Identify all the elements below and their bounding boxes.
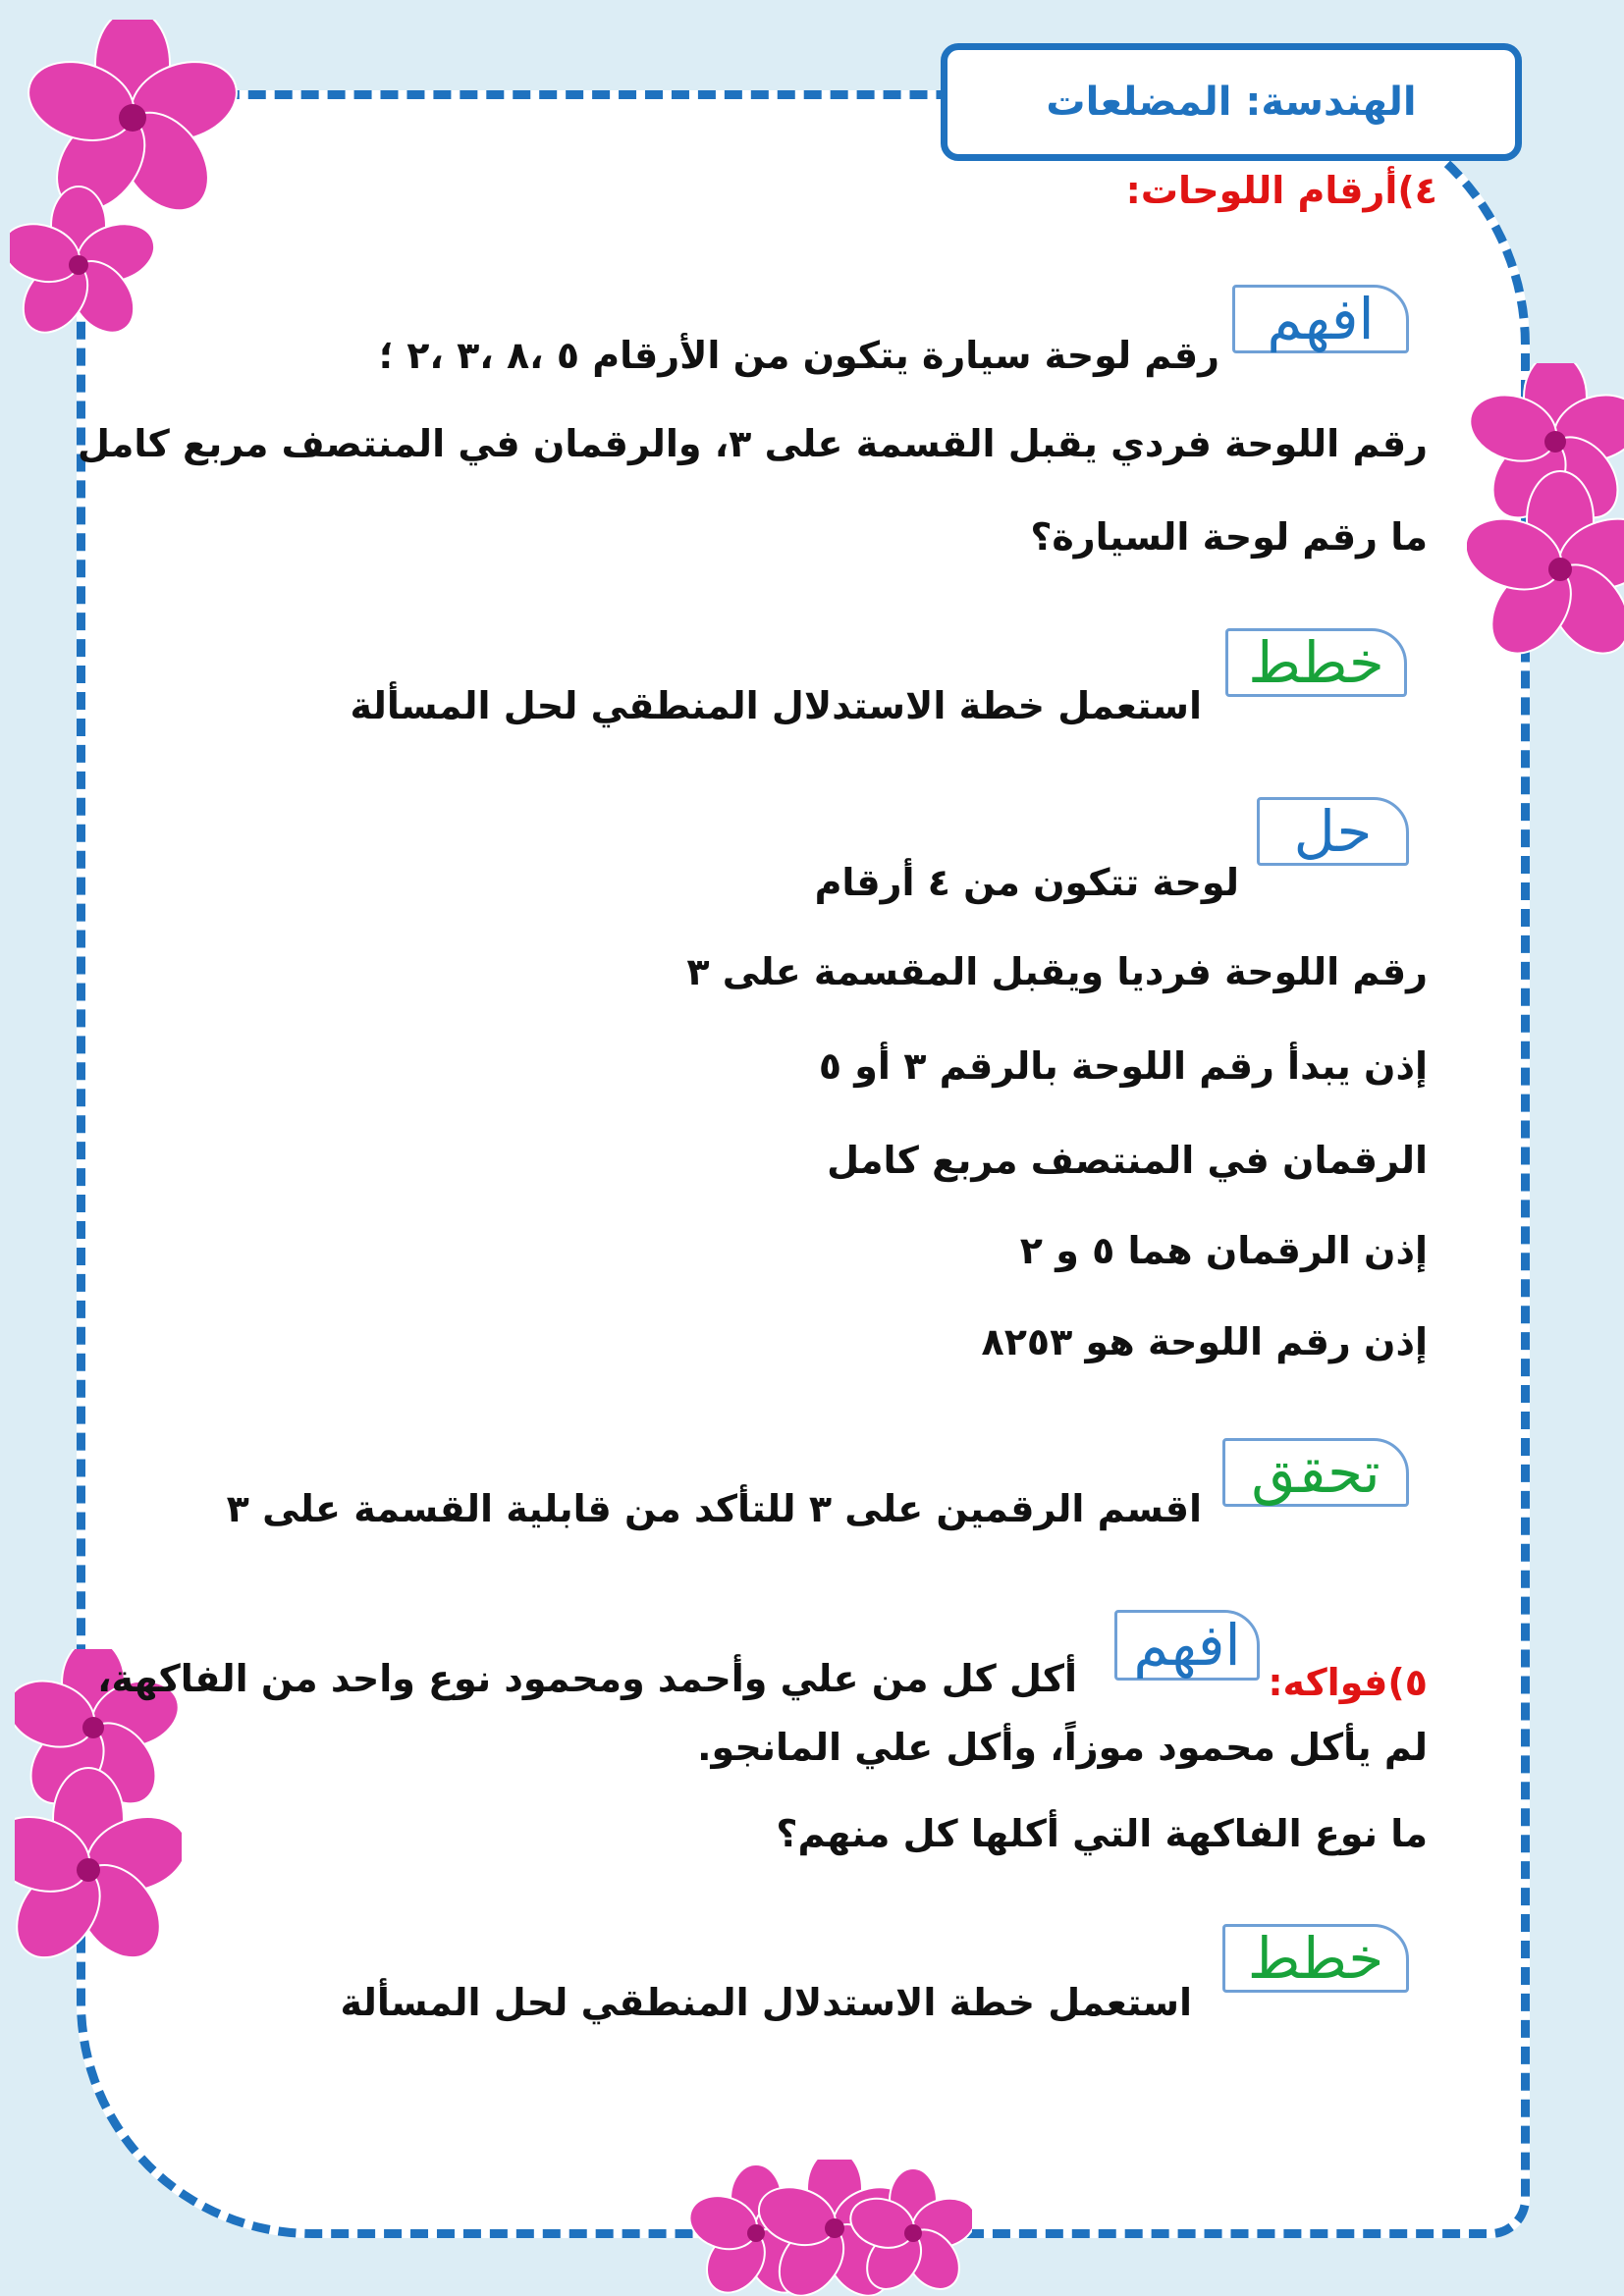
solve-line-2: رقم اللوحة فرديا ويقبل المقسمة على ٣ [686, 950, 1428, 993]
problem4-heading: ٤)أرقام اللوحات: [1125, 169, 1437, 212]
understand-line-3: ما رقم لوحة السيارة؟ [1030, 515, 1428, 559]
flower-icon-bottom [677, 2160, 972, 2296]
badge-understand-text-1: افهم [1267, 286, 1375, 352]
fruit-line-1: أكل كل من علي وأحمد ومحمود نوع واحد من الفاكهة، [97, 1657, 1077, 1700]
badge-check [1222, 1438, 1409, 1507]
check-line: اقسم الرقمين على ٣ للتأكد من قابلية القسمة على ٣ [226, 1487, 1202, 1530]
badge-understand-text-2: افهم [1133, 1612, 1241, 1679]
understand-line-1: رقم لوحة سيارة يتكون من الأرقام ٥ ،٨ ،٣ ،٢ ؛ [378, 334, 1219, 377]
solve-line-6: إذن رقم اللوحة هو ٨٢٥٣ [981, 1320, 1428, 1363]
solve-line-4: الرقمان في المنتصف مربع كامل [827, 1139, 1428, 1182]
page-title-text: الهندسة: المضلعات [1046, 80, 1417, 125]
solve-line-5: إذن الرقمان هما ٥ و ٢ [1019, 1229, 1428, 1272]
problem5-heading: ٥)فواكه: [1268, 1661, 1428, 1704]
flower-icon-top-left [10, 20, 255, 334]
badge-solve [1257, 797, 1409, 866]
badge-plan-2 [1222, 1924, 1409, 1993]
fruit-line-2: لم يأكل محمود موزاً، وأكل علي المانجو. [697, 1726, 1428, 1769]
flower-icon-right [1467, 363, 1624, 667]
badge-plan-text-2: خطط [1247, 1925, 1384, 1992]
badge-understand-1 [1232, 285, 1409, 353]
understand-line-2: رقم اللوحة فردي يقبل القسمة على ٣، والرقمان في المنتصف مربع كامل [77, 422, 1428, 465]
solve-line-3: إذن يبدأ رقم اللوحة بالرقم ٣ أو ٥ [818, 1044, 1428, 1088]
fruit-line-3: ما نوع الفاكهة التي أكلها كل منهم؟ [776, 1812, 1428, 1855]
badge-understand-2 [1114, 1610, 1260, 1681]
page-title [941, 43, 1522, 161]
badge-plan-text-1: خطط [1248, 629, 1384, 696]
solve-line-1: لوحة تتكون من ٤ أرقام [814, 861, 1239, 904]
badge-check-text: تحقق [1251, 1439, 1380, 1506]
plan-line-1: استعمل خطة الاستدلال المنطقي لحل المسألة [350, 684, 1202, 727]
badge-solve-text: حل [1293, 798, 1373, 865]
badge-plan-1 [1225, 628, 1407, 697]
plan-line-2: استعمل خطة الاستدلال المنطقي لحل المسألة [340, 1981, 1192, 2024]
